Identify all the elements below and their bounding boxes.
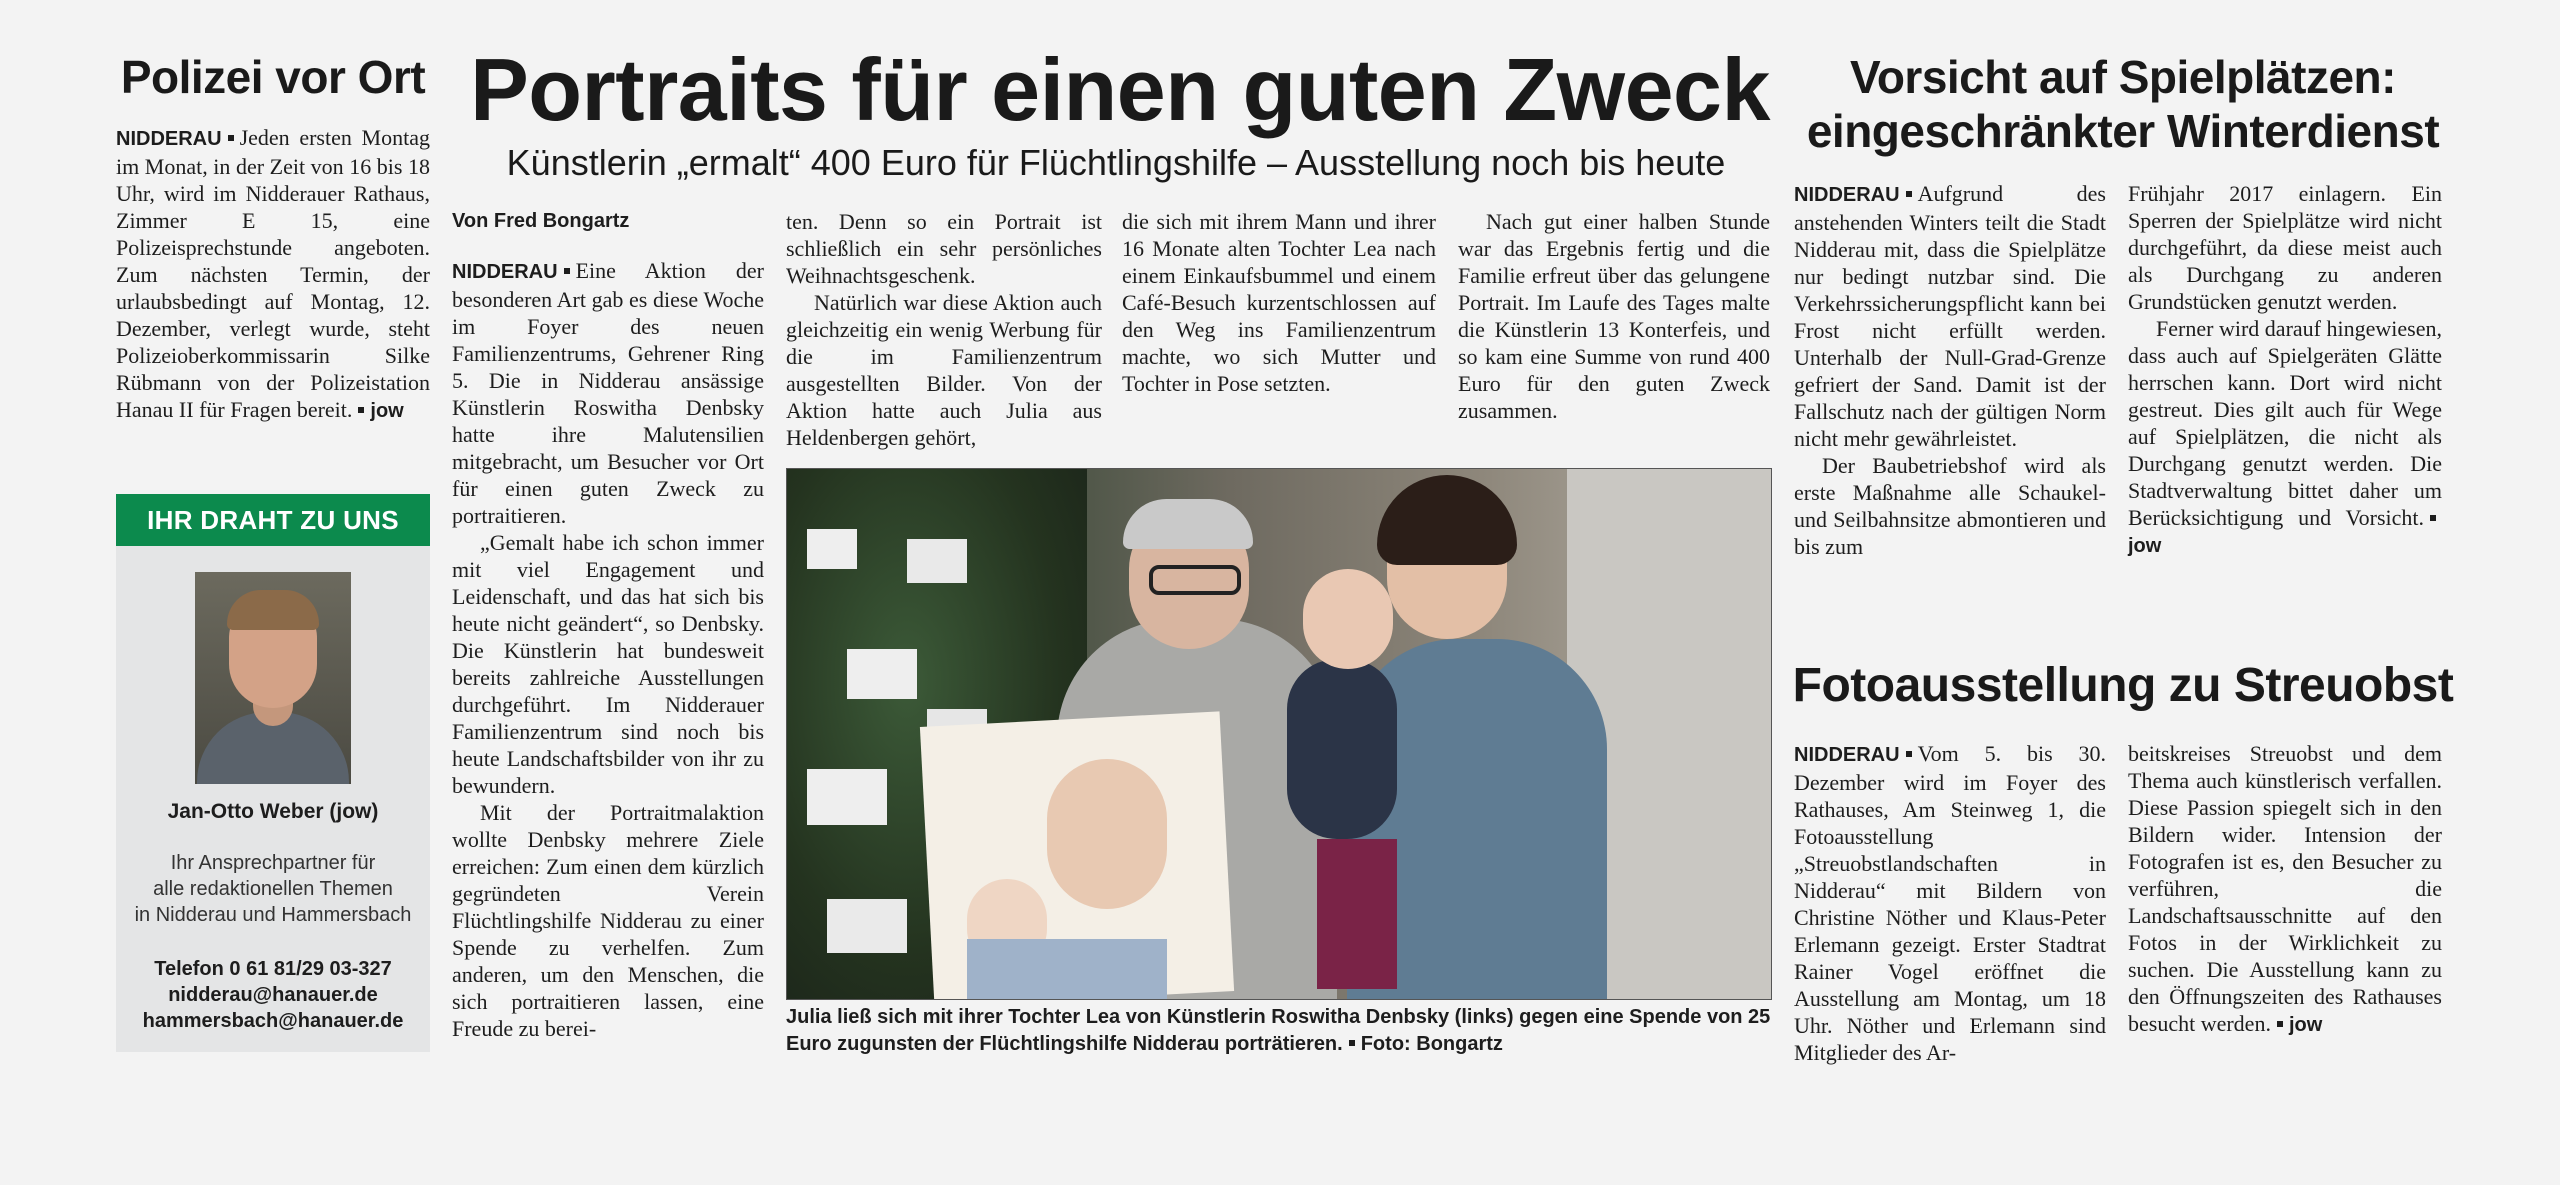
square-bullet-icon <box>2430 515 2436 521</box>
square-bullet-icon <box>1906 191 1912 197</box>
paragraph: Nach gut einer halben Stunde war das Ergebnis fertig und die Familie erfreut über das gelungene Portrait. Im Laufe des Tages malte die Künstlerin 13 Konterfeis, und so kam eine Summe von rund 400 Euro für den guten Zweck zusammen. <box>1458 209 1770 423</box>
paragraph: die sich mit ihrem Mann und ihrer 16 Monate alten Tochter Lea nach einem Einkaufsbummel und einem Café-Besuch kurzentschlossen auf den Weg ins Familienzentrum machte, wo sich Mutter und Tochter in Pose setzten. <box>1122 209 1436 396</box>
photo-exhibit-signature: jow <box>2288 1014 2323 1036</box>
contact-name: Jan-Otto Weber (jow) <box>167 800 379 823</box>
square-bullet-icon <box>358 407 364 413</box>
paragraph: Aufgrund des anstehenden Winters teilt die Stadt Nidderau mit, dass die Spielplätze nur bedingt nutzbar sind. Die Verkehrssicherungspflicht kann bei Frost nicht erfüllt werden. Unterhalb der Null-Grad-Grenze gefriert der Sand. Damit ist der Fallschutz nach der gültigen Norm nicht mehr gewährleistet. <box>1794 181 2106 451</box>
contact-email[interactable]: hammersbach@hanauer.de <box>142 1010 404 1032</box>
main-subheadline: Künstlerin „ermalt“ 400 Euro für Flüchtlingshilfe – Ausstellung noch bis heute <box>506 142 1726 183</box>
paragraph: Ferner wird darauf hingewiesen, dass auch auf Spielgeräten Glätte herrschen kann. Dort wird nicht gestreut. Dies gilt auch für Wege auf Spielplätzen, die nicht als Durchgang genutzt werden. Die Stadtverwaltung bittet daher um Berücksichtigung und Vorsicht. <box>2128 316 2442 530</box>
contact-email[interactable]: nidderau@hanauer.de <box>168 984 378 1006</box>
contact-header: IHR DRAHT ZU UNS <box>116 494 430 546</box>
contact-role-line: Ihr Ansprechpartner für <box>170 852 376 874</box>
article-author: Von Fred Bongartz <box>452 210 630 232</box>
paragraph: Frühjahr 2017 einlagern. Ein Sperren der Spielplätze wird nicht durchgeführt, da diese meist auch als Durchgang zu anderen Grundstücken genutzt werden. <box>2128 181 2442 314</box>
police-article <box>116 50 430 425</box>
police-dateline: NIDDERAU <box>116 128 222 150</box>
paragraph: Vom 5. bis 30. Dezember wird im Foyer des Rathauses, Am Steinweg 1, die Fotoausstellung „Streuobstlandschaften in Nidderau“ mit Bildern von Christine Nöther und Klaus-Peter Erlemann gezeigt. Erster Stadtrat Rainer Vogel eröffnet die Ausstellung am Montag, um 18 Uhr. Nöther und Erlemann sind Mitglieder des Ar- <box>1794 741 2106 1065</box>
paragraph: Natürlich war diese Aktion auch gleichzeitig ein wenig Werbung für die im Familienzentrum ausgestellten Bilder. Von der Aktion hatte auch Julia aus Heldenbergen gehört, <box>786 290 1102 450</box>
contact-role-line: in Nidderau und Hammersbach <box>134 904 412 926</box>
photo-exhibit-article-column <box>2128 740 2442 1039</box>
police-signature: jow <box>370 400 404 422</box>
playground-article-column <box>1794 180 2106 560</box>
paragraph: Der Baubetriebshof wird als erste Maßnahme alle Schaukel- und Seilbahnsitze abmontieren und bis zum <box>1794 453 2106 559</box>
main-article-column <box>1122 208 1436 397</box>
photo-credit: Foto: Bongartz <box>1360 1033 1503 1055</box>
main-article-column <box>786 208 1102 451</box>
police-headline: Polizei vor Ort <box>120 51 426 103</box>
contact-phone: Telefon 0 61 81/29 03-327 <box>154 958 392 980</box>
main-headline: Portraits für einen guten Zweck <box>470 40 1770 139</box>
square-bullet-icon <box>228 135 234 141</box>
square-bullet-icon <box>564 268 570 274</box>
main-dateline: NIDDERAU <box>452 261 558 283</box>
playground-article-column <box>2128 180 2442 560</box>
contact-role <box>116 850 430 928</box>
contact-details <box>116 956 430 1034</box>
main-article-column <box>452 208 764 1042</box>
paragraph: ten. Denn so ein Portrait ist schließlich ein sehr persönliches Weihnachtsgeschenk. <box>786 209 1102 288</box>
photo-exhibit-dateline: NIDDERAU <box>1794 744 1900 766</box>
article-photo <box>786 468 1772 1000</box>
police-body <box>116 124 430 425</box>
contact-portrait-photo <box>195 572 351 784</box>
photo-exhibit-article-column <box>1794 740 2106 1066</box>
playground-signature: jow <box>2128 535 2162 557</box>
photo-caption <box>786 1004 1776 1058</box>
paragraph: „Gemalt habe ich schon immer mit viel Engagement und Leidenschaft, und das hat sich bis heute nicht geändert“, so Denbsky. Die Künstlerin hat bundesweit bereits zahlreiche Ausstellungen durchgeführt. Im Nidderauer Familienzentrum sind noch bis heute Landschaftsbilder von ihr zu bewundern. <box>452 530 764 798</box>
main-article-column <box>1458 208 1770 424</box>
playground-headline-line: Vorsicht auf Spielplätzen: <box>1850 51 2396 103</box>
photo-exhibit-headline: Fotoausstellung zu Streuobst <box>1792 659 2454 712</box>
playground-headline-line: eingeschränkter Winterdienst <box>1806 105 2440 157</box>
square-bullet-icon <box>2277 1021 2283 1027</box>
paragraph: beitskreises Streuobst und dem Thema auch künstlerisch verfallen. Diese Passion spiegelt sich in den Bildern wider. Intension der Fotografen ist es, den Besucher zu verführen, die Landschaftsausschnitte auf den Fotos in der Wirklichkeit zu suchen. Die Ausstellung kann zu den Öffnungszeiten des Rathauses besucht werden. <box>2128 741 2442 1036</box>
playground-dateline: NIDDERAU <box>1794 184 1900 206</box>
police-text: Jeden ersten Montag im Monat, in der Zeit von 16 bis 18 Uhr, wird im Nidderauer Rathaus, Zimmer E 15, eine Polizeisprechstunde angeboten. Zum nächsten Termin, der urlaubsbedingt auf Montag, 12. Dezember, verlegt wurde, steht Polizeioberkommissarin Silke Rübmann von der Polizeistation Hanau II für Fragen bereit. <box>116 125 430 422</box>
contact-box <box>116 494 430 1052</box>
playground-headline <box>1778 50 2468 158</box>
square-bullet-icon <box>1906 751 1912 757</box>
paragraph: Mit der Portraitmalaktion wollte Denbsky mehrere Ziele erreichen: Zum einen dem kürzlich gegründeten Verein Flüchtlingshilfe Nidderau zu einer Spende zu verhelfen. Zum anderen, um den Menschen, die sich portraitieren lassen, eine Freude zu berei- <box>452 800 764 1041</box>
contact-role-line: alle redaktionellen Themen <box>153 878 393 900</box>
caption-text: Julia ließ sich mit ihrer Tochter Lea von Künstlerin Roswitha Denbsky (links) gegen eine Spende von 25 Euro zugunsten der Flüchtlingshilfe Nidderau porträtieren. <box>786 1006 1771 1055</box>
square-bullet-icon <box>1349 1040 1355 1046</box>
paragraph: Eine Aktion der besonderen Art gab es diese Woche im Foyer des neuen Familienzentrums, Gehrener Ring 5. Die in Nidderau ansässige Künstlerin Roswitha Denbsky hatte ihre Malutensilien mitgebracht, um Besucher vor Ort für einen guten Zweck zu portraitieren. <box>452 258 764 528</box>
